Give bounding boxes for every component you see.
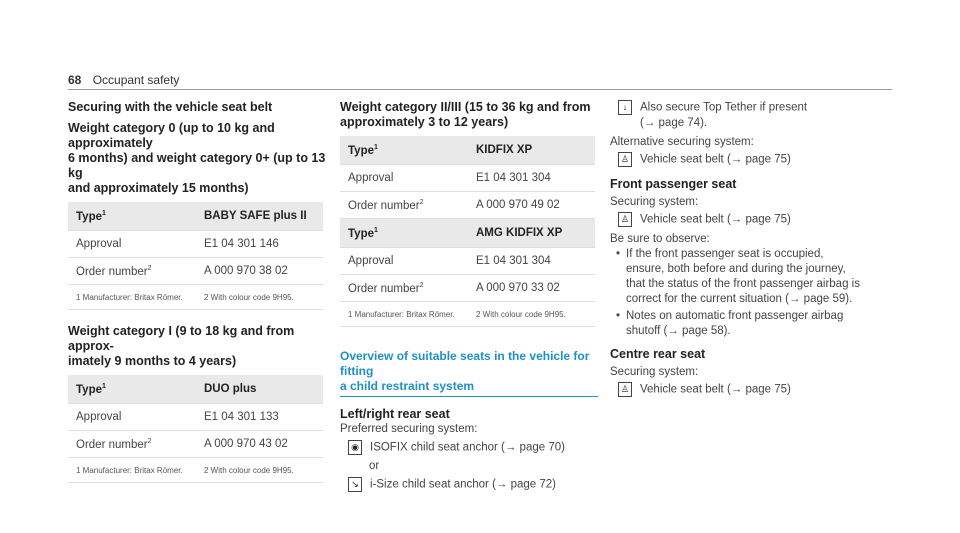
header-rule bbox=[68, 89, 892, 90]
isofix-icon: ◉ bbox=[348, 440, 362, 455]
overview-heading[interactable]: Overview of suitable seats in the vehicle for fitting a child restraint system bbox=[340, 349, 590, 393]
page-number: 68 bbox=[68, 73, 82, 87]
group2-table: Type$^1$ KIDFIX XP Approval E1 04 301 304 Order number$^2$ A 000 970 49 02 Type$^1$ AMG KIDFIX XP Approval E1 04 301 304 Order number$^2$ A 000 970 33 02 1 Manufacturer: Britax Römer. 2 With colour code 9H95. bbox=[340, 136, 595, 327]
observe-label: Be sure to observe: bbox=[610, 232, 710, 245]
group1-table: Type$^1$ DUO plus Approval E1 04 301 133 Order number$^2$ A 000 970 43 02 1 Manufacturer: Britax Römer. 2 With colour code 9H95. bbox=[68, 375, 323, 483]
column-3 bbox=[610, 100, 900, 397]
top-tether-icon: ↓ bbox=[618, 100, 632, 115]
isofix-line: ◉ ISOFIX child seat anchor (→ page 70) bbox=[340, 440, 605, 456]
column-2 bbox=[340, 100, 605, 492]
centre-seat-heading: Centre rear seat bbox=[610, 346, 706, 361]
belt-line-1: ♙ Vehicle seat belt (→ page 75) bbox=[610, 152, 900, 168]
isize-icon: ↘ bbox=[348, 477, 362, 492]
securing-label-2: Securing system: bbox=[610, 365, 699, 378]
toptether-line: ↓ Also secure Top Tether if present (→ page 74). bbox=[610, 100, 900, 131]
securing-label-1: Securing system: bbox=[610, 196, 699, 209]
isize-line: ↘ i-Size child seat anchor (→ page 72) bbox=[340, 477, 605, 493]
alt-label: Alternative securing system: bbox=[610, 135, 754, 148]
page-header bbox=[68, 73, 179, 87]
section-title: Securing with the vehicle seat belt bbox=[68, 100, 273, 114]
seat-belt-icon: ♙ bbox=[618, 382, 632, 397]
group0-heading: Weight category 0 (up to 10 kg and approximately 6 months) and weight category 0+ (up to 13 kg and approximately 15 months) bbox=[68, 121, 326, 195]
group2-heading: Weight category II/III (15 to 36 kg and from approximately 3 to 12 years) bbox=[340, 100, 591, 129]
front-seat-heading: Front passenger seat bbox=[610, 177, 737, 192]
group1-heading: Weight category I (9 to 18 kg and from approx‐ imately 9 months to 4 years) bbox=[68, 324, 295, 368]
group0-table: Type$^1$ BABY SAFE plus II Approval E1 04 301 146 Order number$^2$ A 000 970 38 02 1 Manufacturer: Britax Römer. 2 With colour code 9H95. bbox=[68, 202, 323, 310]
bullet-2: • Notes on automatic front passenger airbag shutoff (→ page 58). bbox=[610, 309, 900, 339]
column-1 bbox=[68, 100, 328, 483]
or-text: or bbox=[369, 459, 380, 472]
seat-belt-icon: ♙ bbox=[618, 152, 632, 167]
section-name: Occupant safety bbox=[92, 73, 180, 87]
belt-line-2: ♙ Vehicle seat belt (→ page 75) bbox=[610, 212, 900, 228]
preferred-label: Preferred securing system: bbox=[340, 423, 478, 435]
seat-belt-icon: ♙ bbox=[618, 212, 632, 227]
belt-line-3: ♙ Vehicle seat belt (→ page 75) bbox=[610, 382, 900, 398]
lr-seat-heading: Left/right rear seat bbox=[340, 407, 450, 421]
bullet-1: • If the front passenger seat is occupied, ensure, both before and during the journey, that the status of the front passenger airbag is correct for the current situation (→ page 59). bbox=[610, 247, 900, 307]
